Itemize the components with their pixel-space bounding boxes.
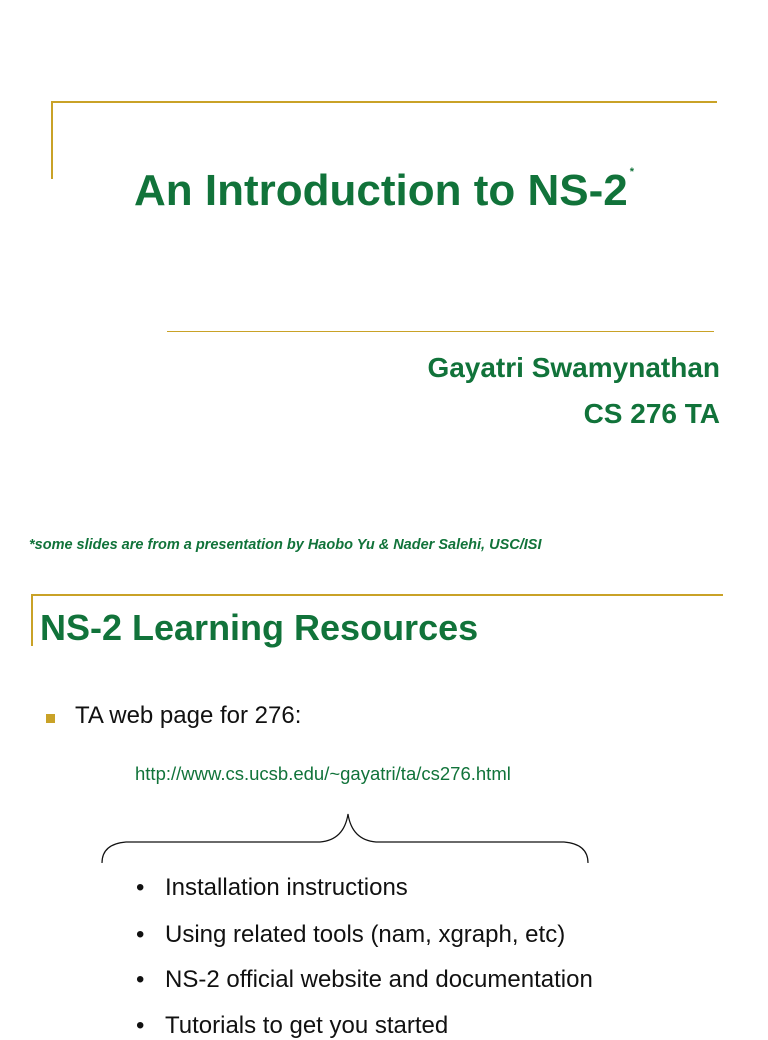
ta-web-page-link[interactable]: http://www.cs.ucsb.edu/~gayatri/ta/cs276.html [135,763,511,784]
slide2-side-rule [31,594,33,646]
source-footnote: *some slides are from a presentation by Haobo Yu & Nader Salehi, USC/ISI [29,537,542,553]
bullet-dot-icon: • [136,1012,145,1039]
title-footnote-mark: * [629,166,634,178]
bullet-dot-icon: • [136,921,145,948]
author-name: Gayatri Swamynathan [427,352,720,383]
list-item: • Using related tools (nam, xgraph, etc) [136,921,566,948]
middle-rule [167,331,714,332]
list-item: • NS-2 official website and documentation [136,966,593,993]
bullet-ta-web-page: TA web page for 276: [75,702,302,729]
slide-title [0,166,768,216]
slide-title-text: An Introduction to NS-2 [134,166,628,215]
square-bullet-icon [46,714,55,723]
slide2-title: NS-2 Learning Resources [40,607,479,648]
list-item: • Installation instructions [136,874,408,901]
slide2-top-rule [31,594,723,596]
list-item: • Tutorials to get you started [136,1012,449,1039]
bullet-dot-icon: • [136,874,145,901]
bullet-dot-icon: • [136,966,145,993]
top-horizontal-rule [51,101,717,103]
author-role: CS 276 TA [583,398,720,429]
curly-brace-icon [98,808,594,868]
